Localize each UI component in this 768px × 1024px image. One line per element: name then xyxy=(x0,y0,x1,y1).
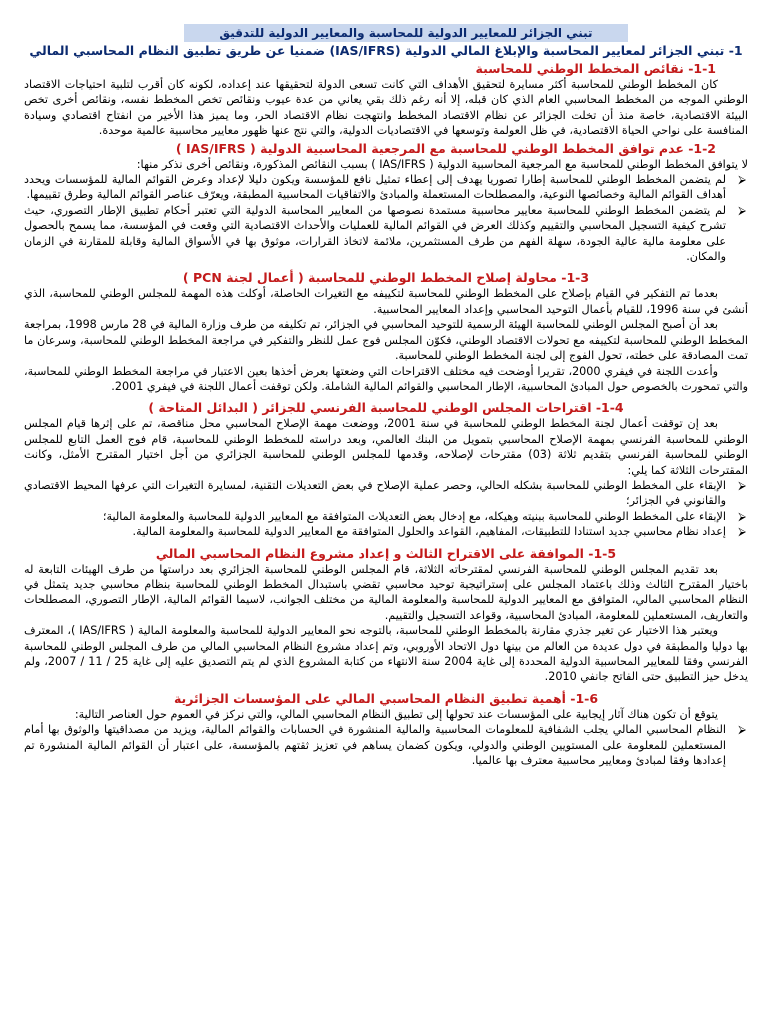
section-1-3-paragraph: بعدما تم التفكير في القيام بإصلاح على المخطط الوطني للمحاسبة لتكييفه مع التغيرات الحاصلة، أوكلت هذه المهمة للمجلس الوطني للمحاسبة، الذي أنشئ في سنة 1996، للقيام بأعمال التوحيد المحاسبي وإعداد المعايير المحاسبية. xyxy=(24,287,748,316)
section-1-4-list xyxy=(24,478,748,540)
arrow-bullet-icon: ⮚ xyxy=(738,723,746,737)
section-1-4-heading: 1-4- اقتراحات المجلس الوطني للمحاسبة الفرنسي للجزائر ( البدائل المتاحة ) xyxy=(148,400,624,416)
list-item xyxy=(24,524,746,539)
section-1-6-intro: يتوقع أن تكون هناك آثار إيجابية على المؤسسات عند تحولها إلى تطبيق النظام المحاسبي المالي، والتي نركز في العموم حول العناصر التالية: xyxy=(74,707,718,721)
section-1-heading: 1- تبني الجزائر لمعايير المحاسبة والإبلاغ المالي الدولية (IAS/IFRS) ضمنيا عن طريق تطبيق النظام المحاسبي المالي xyxy=(29,43,743,58)
list-item-text: النظام المحاسبي المالي يجلب الشفافية للمعلومات المحاسبية والمالية المنشورة في الحسابات والقوائم المالية، ويزيد من مصداقيتها والوثوق بها أمام المستعملين للمعلومة على المستويين الوطني والدولي، ويكون كضمان يساهم في تعزيز ثقتهم بالمؤسسة، على اعتبار أن القوائم المالية المنشورة تم إعدادها وفقا لمبادئ ومعايير محاسبية معترف بها عالميا. xyxy=(24,723,726,768)
section-1-5-heading: 1-5- الموافقة على الاقتراح الثالث و إعداد مشروع النظام المحاسبي المالي xyxy=(155,545,617,561)
list-item xyxy=(24,509,746,524)
section-1-5-paragraph: ويعتبر هذا الاختيار عن تغير جذري مقارنة بالمخطط الوطني للمحاسبة، بالتوجه نحو المعايير الدولية للمحاسبة والمعلومة المالية ( IAS/IFRS )، المعترف بها دوليا والمطبقة في دول عديدة من العالم من بينها دول الاتحاد الأوروبي، وتم إعداد مشروع النظام المحاسبي المالي من طرف المجلس الوطني للمحاسبة الفرنسي وفقا للمعايير المحاسبية الدولية المحددة إلى غاية 2004 سنة الانتهاء من كتابة المشروع الذي لم يتم التصديق عليه إلى غاية 25 / 11 / 2007، ولم يدخل حيز التطبيق حتى الفاتح جانفي 2010. xyxy=(24,624,748,684)
arrow-bullet-icon: ⮚ xyxy=(738,203,746,217)
section-1-1-heading: 1-1- نقائص المخطط الوطني للمحاسبة xyxy=(475,61,716,76)
list-item-text: إعداد نظام محاسبي جديد استنادا للتطبيقات، المفاهيم، القواعد والحلول المتوافقة مع المعايير الدولية للمحاسبة والمعلومة المالية. xyxy=(132,525,726,539)
list-item xyxy=(24,478,746,509)
section-1-2-heading: 1-2- عدم توافق المخطط الوطني للمحاسبة مع المرجعية المحاسبية الدولية ( IAS/IFRS ) xyxy=(175,140,716,156)
list-item-text: الإبقاء على المخطط الوطني للمحاسبة بشكله الحالي، وحصر عملية الإصلاح في بعض التعديلات التقنية، لمسايرة التغيرات التي عرفها المحيط الاقتصادي والقانوني في الجزائر؛ xyxy=(24,478,726,508)
section-1-3-heading: 1-3- محاولة إصلاح المخطط الوطني للمحاسبة ( أعمال لجنة PCN ) xyxy=(182,270,590,286)
list-item xyxy=(24,722,746,768)
list-item-text: لم يتضمن المخطط الوطني للمحاسبة معايير محاسبية مستمدة نصوصها من المعايير المحاسبة الدولية التي تعتبر أحكام تطبيق الإطار التصوري، حيث تشرح كيفية التسجيل المحاسبي والتقييم وكذلك العرض في القوائم المالية للعمليات والأحداث الاقتصادية التي وقعت في المؤسسة، مما يسمح بالحصول على معلومة مالية عالية الجودة، سهلة الفهم من طرف المستثمرين، ملائمة لاتخاذ القرارات، موثوق بها في الأسواق المالية وقابلة للمقارنة في الزمان والمكان. xyxy=(24,203,726,264)
arrow-bullet-icon: ⮚ xyxy=(738,525,746,539)
section-1-3-paragraph: وأعدت اللجنة في فيفري 2000، تقريرا أوضحت فيه مختلف الاقتراحات التي وضعتها بعرض أخذها بعين الاعتبار في مراجعة المخطط الوطني للمحاسبة، والتي تمحورت بالخصوص حول المبادئ المحاسبية، الإطار المحاسبي والقوائم المالية الشاملة. ولكن توقفت أعمال اللجنة في فيفري 2001. xyxy=(24,364,748,393)
section-1-6-list xyxy=(24,722,748,768)
section-1-1-paragraph: كان المخطط الوطني للمحاسبة أكثر مسايرة لتحقيق الأهداف التي كانت تسعى الدولة لتحقيقها عند إعداده، لكونه كان أقرب لتلبية احتياجات الاقتصاد الوطني الموجه من المخطط المحاسبي العام الذي كان قبله، إلا أنه رغم ذلك بقي يعاني من عدة عيوب ونقائص تخص المخطط نفسه، ونقائص أخرى تخص البيئة الاقتصادية، خاصة منذ أن تخلت الجزائر عن نظام الاقتصاد المخطط وانتهجت نظام الاقتصاد الحر، وما يميز هذا الأخير من انفتاح اقتصادي وسيادة المنافسة على نواحي الحياة الاقتصادية، في ظل العولمة وتوسعها في الاقتصاديات الدولية، والتي نتج عنها ظهور معايير محاسبية عالمية موحدة. xyxy=(24,78,748,138)
section-1-6-heading: 1-6- أهمية تطبيق النظام المحاسبي المالي على المؤسسات الجزائرية xyxy=(173,690,599,706)
document-title: تبني الجزائر للمعايير الدولية للمحاسبة والمعايير الدولية للتدقيق xyxy=(184,24,628,42)
list-item-text: لم يتضمن المخطط الوطني للمحاسبة إطارا تصوريا يهدف إلى إعطاء تمثيل نافع للمؤسسة ويكون دليلا لإعداد وعرض القوائم المالية للمؤسسات ويحدد أهداف القوائم المالية وخصائصها النوعية، والمصطلحات المستعملة والمبادئ والاتفاقيات المحاسبية المطبقة، ويعرّف عناصر القوائم المالية وطرق تقييمها. xyxy=(24,173,726,202)
section-1-5-paragraph: بعد تقديم المجلس الوطني للمحاسبة الفرنسي لمقترحاته الثلاثة، قام المجلس الوطني للمحاسبة الجزائري بعد دراستها من طرف الهيئات التابعة له باختيار المقترح الثالث وذلك باعتماد المجلس على إستراتيجية توحيد محاسبي تقضي باستبدال المخطط الوطني للمحاسبة بنظام محاسبي جديد يتمثل في النظام المحاسبي المالي، المتوافق مع المعايير الدولية للمحاسبة والمعلومة المالية من مختلف الجوانب، لاسيما القوائم المالية، الإطار التصوري، المصطلحات والتعاريف، المستعملين للمعلومة، المبادئ المحاسبية، وقواعد التسجيل والتقييم. xyxy=(24,562,748,622)
arrow-bullet-icon: ⮚ xyxy=(738,478,746,492)
section-1-3-paragraph: بعد أن أصبح المجلس الوطني للمحاسبة الهيئة الرسمية للتوحيد المحاسبي في الجزائر، تم تكليفه من طرف وزارة المالية في 28 مارس 1998، بمراجعة المخطط الوطني للمحاسبة لتكييفه مع تحولات الاقتصاد الوطني، فكوّن المجلس فوج عمل للنظر والتفكير في مراجعة المخطط الوطني للمحاسبة، وسرعان ما تمت المصادقة على خطته، تحول الفوج إلى لجنة المخطط الوطني للمحاسبة. xyxy=(23,318,748,363)
list-item-text: الإبقاء على المخطط الوطني للمحاسبة ببنيته وهيكله، مع إدخال بعض التعديلات المتوافقة مع المعايير الدولية للمحاسبة والمعلومة المالية؛ xyxy=(102,509,726,523)
list-item xyxy=(24,172,746,203)
section-1-4-paragraph: بعد إن توقفت أعمال لجنة المخطط الوطني للمحاسبة في سنة 2001، ووضعت مهمة الإصلاح المحاسبي محل مناقصة، تم على إثرها قيام المجلس الوطني للمحاسبة الفرنسي بمهمة الإصلاح المحاسبي بتمويل من البنك العالمي، وبعد دراسته للمخطط الوطني للمحاسبة، قام فوج العمل التابع للمجلس الوطني للمحاسبة الفرنسي بتقديم ثلاثة (03) مقترحات لإصلاحه، وقدمها للمجلس الوطني للمحاسبة الجزائري من أجل اختيار المقترح الأمثل، وكانت المقترحات الثلاثة كما يلي: xyxy=(24,417,748,477)
arrow-bullet-icon: ⮚ xyxy=(738,173,746,187)
list-item xyxy=(24,203,746,265)
section-1-2-intro: لا يتوافق المخطط الوطني للمحاسبة مع المرجعية المحاسبية الدولية ( IAS/IFRS ) بسبب النقائص المذكورة، ونقائص أخرى نذكر منها: xyxy=(136,157,748,171)
section-1-2-list xyxy=(24,172,748,264)
arrow-bullet-icon: ⮚ xyxy=(738,509,746,523)
